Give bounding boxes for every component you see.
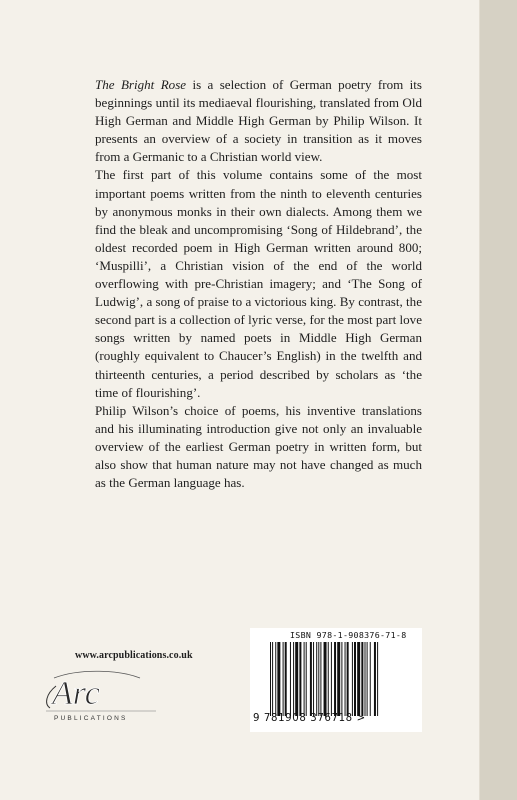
barcode-bar	[352, 642, 353, 716]
blurb-paragraph-2: The first part of this volume contains some of the most important poems written from the ninth to eleventh centuries by anonymous monks in their own dialects. Among them we find the bleak and uncompromising ‘Song of Hildebrand’, the oldest recorded poem in High German written around 800; ‘Muspilli’, a Christian vision of the end of the world overflowing with pre-Christian imagery; and ‘The Song of Ludwig’, a song of praise to a victorious king. By contrast, the second part is a collection of lyric verse, for the most part love songs written by named poets in Middle High German (roughly equivalent to Chaucer’s English) in the twelfth and thirteenth centuries, a period described by scholars as ‘the time of flourishing’.	[95, 167, 422, 400]
barcode-bar	[357, 642, 360, 716]
barcode-bar	[283, 642, 284, 716]
barcode-bar	[295, 642, 298, 716]
barcode-bar	[365, 642, 366, 716]
barcode-bar	[304, 642, 305, 716]
barcode-bar	[337, 642, 340, 716]
barcode-bar	[361, 642, 363, 716]
barcode-bar	[306, 642, 307, 716]
barcode-bar	[377, 642, 378, 716]
barcode-bar	[313, 642, 314, 716]
barcode-bar	[299, 642, 301, 716]
blurb-paragraph-1-text: is a selection of German poetry from its beginnings until its mediaeval flourishing, translated from Old High German and Middle High German by Philip Wilson. It presents an overview of a society in transition as it moves from a Germanic to a Christian world view.	[95, 77, 422, 165]
barcode-bar	[272, 642, 273, 716]
barcode-bar	[354, 642, 356, 716]
isbn-label: ISBN 978-1-908376-71-8	[290, 630, 407, 640]
barcode-bars	[270, 642, 420, 716]
barcode-bar	[331, 642, 332, 716]
blurb-paragraph-1	[95, 76, 422, 166]
barcode-bar	[370, 642, 371, 716]
barcode-bar	[374, 642, 376, 716]
barcode-bar	[310, 642, 312, 716]
arc-publications-logo	[40, 664, 158, 724]
barcode-bar	[345, 642, 346, 716]
barcode-number: 9 781908 376718 >	[253, 713, 366, 724]
book-spine	[480, 0, 517, 800]
cover-blurb	[95, 76, 422, 492]
blurb-paragraph-3: Philip Wilson’s choice of poems, his inventive translations and his illuminating introduction give not only an invaluable overview of the earliest German poetry in written form, but also show that human nature may not have changed as much as the German language has.	[95, 402, 422, 491]
barcode-bar	[328, 642, 329, 716]
logo-arc-text: Arc	[52, 675, 100, 712]
barcode-bar	[277, 642, 280, 716]
barcode-bar	[341, 642, 342, 716]
barcode-bar	[318, 642, 319, 716]
barcode-bar	[275, 642, 276, 716]
barcode-bar	[293, 642, 294, 716]
barcode-bar	[320, 642, 321, 716]
logo-publications-text: PUBLICATIONS	[54, 715, 128, 722]
barcode-bar	[316, 642, 317, 716]
barcode-bar	[285, 642, 287, 716]
barcode-bar	[270, 642, 271, 716]
book-title: The Bright Rose	[95, 77, 187, 92]
publisher-url: www.arcpublications.co.uk	[75, 650, 193, 661]
barcode-bar	[334, 642, 336, 716]
barcode-bar	[290, 642, 291, 716]
isbn-barcode	[250, 628, 422, 732]
barcode-bar	[367, 642, 368, 716]
barcode-bar	[324, 642, 327, 716]
barcode-bar	[347, 642, 349, 716]
